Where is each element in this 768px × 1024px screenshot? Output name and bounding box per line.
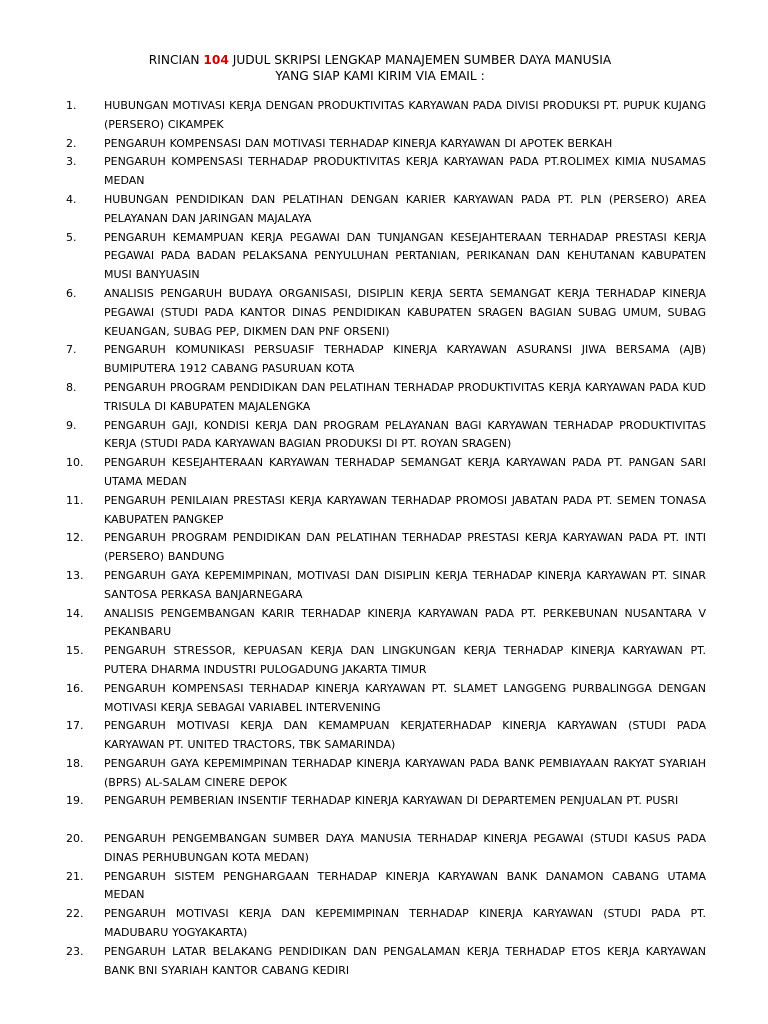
item-title: ANALISIS PENGEMBANGAN KARIR TERHADAP KINERJA KARYAWAN PADA PT. PERKEBUNAN NUSANTARA V PEKANBARU: [104, 606, 706, 639]
item-title: PENGARUH KOMUNIKASI PERSUASIF TERHADAP KINERJA KARYAWAN ASURANSI JIWA BERSAMA (AJB) BUMIPUTERA 1912 CABANG PASURUAN KOTA: [104, 343, 706, 376]
item-number: 19.: [66, 794, 84, 808]
item-number: 18.: [66, 756, 84, 770]
item-number: 11.: [66, 493, 84, 507]
item-title: PENGARUH MOTIVASI KERJA DAN KEMAMPUAN KERJATERHADAP KINERJA KARYAWAN (STUDI PADA KARYAWAN PT. UNITED TRACTORS, TBK SAMARINDA): [104, 719, 706, 752]
list-item: [66, 153, 706, 191]
item-title: HUBUNGAN PENDIDIKAN DAN PELATIHAN DENGAN KARIER KARYAWAN PADA PT. PLN (PERSERO) AREA PELAYANAN DAN JARINGAN MAJALAYA: [104, 192, 706, 225]
list-item: [66, 868, 706, 906]
item-title: PENGARUH GAYA KEPEMIMPINAN, MOTIVASI DAN DISIPLIN KERJA TERHADAP KINERJA KARYAWAN PT. SINAR SANTOSA PERKASA BANJARNEGARA: [104, 568, 706, 601]
item-title: PENGARUH SISTEM PENGHARGAAN TERHADAP KINERJA KARYAWAN BANK DANAMON CABANG UTAMA MEDAN: [104, 869, 706, 902]
list-item: [66, 905, 706, 943]
list-item: [66, 341, 706, 379]
list-item: [66, 135, 706, 154]
item-number: 22.: [66, 907, 84, 921]
header-suffix: JUDUL SKRIPSI LENGKAP MANAJEMEN SUMBER DAYA MANUSIA: [232, 53, 612, 67]
item-number: 1.: [66, 99, 77, 112]
item-title: PENGARUH PROGRAM PENDIDIKAN DAN PELATIHAN TERHADAP PRESTASI KERJA KARYAWAN PADA PT. INTI (PERSERO) BANDUNG: [104, 531, 706, 564]
item-title: PENGARUH GAJI, KONDISI KERJA DAN PROGRAM PELAYANAN BAGI KARYAWAN TERHADAP PRODUKTIVITAS KERJA (STUDI PADA KARYAWAN BAGIAN PRODUKSI DI PT. ROYAN SRAGEN): [104, 418, 706, 451]
header-line-1: [100, 52, 660, 68]
list-item: [66, 285, 706, 341]
list-item: [66, 792, 706, 830]
item-title: PENGARUH PROGRAM PENDIDIKAN DAN PELATIHAN TERHADAP PRODUKTIVITAS KERJA KARYAWAN PADA KUD TRISULA DI KABUPATEN MAJALENGKA: [104, 380, 706, 413]
item-number: 4.: [66, 192, 77, 206]
item-number: 2.: [66, 136, 77, 150]
item-title: PENGARUH STRESSOR, KEPUASAN KERJA DAN LINGKUNGAN KERJA TERHADAP KINERJA KARYAWAN PT. PUTERA DHARMA INDUSTRI PULOGADUNG JAKARTA TIMUR: [104, 644, 706, 676]
item-title: ANALISIS PENGARUH BUDAYA ORGANISASI, DISIPLIN KERJA SERTA SEMANGAT KERJA TERHADAP KINERJA PEGAWAI (STUDI PADA KANTOR DINAS PENDIDIKAN KABUPATEN SRAGEN BAGIAN SUBAG UMUM, SUBAG KEUANGAN, SUBAG PEP, DIKMEN DAN PNF ORSENI): [104, 286, 706, 338]
list-item: [66, 567, 706, 605]
item-title: PENGARUH PENGEMBANGAN SUMBER DAYA MANUSIA TERHADAP KINERJA PEGAWAI (STUDI KASUS PADA DINAS PERHUBUNGAN KOTA MEDAN): [104, 832, 706, 864]
item-number: 20.: [66, 832, 84, 846]
item-title: PENGARUH KESEJAHTERAAN KARYAWAN TERHADAP SEMANGAT KERJA KARYAWAN PADA PT. PANGAN SARI UTAMA MEDAN: [104, 456, 706, 488]
item-number: 5.: [66, 230, 77, 244]
list-item: [66, 454, 706, 492]
item-title: PENGARUH PEMBERIAN INSENTIF TERHADAP KINERJA KARYAWAN DI DEPARTEMEN PENJUALAN PT. PUSRI: [104, 794, 679, 808]
list-item: [66, 605, 706, 643]
list-item: [66, 97, 706, 135]
item-number: 15.: [66, 644, 84, 658]
list-item: [66, 717, 706, 755]
item-number: 9.: [66, 418, 77, 432]
document-header: [100, 52, 660, 84]
list-item: [66, 529, 706, 567]
item-title: PENGARUH KEMAMPUAN KERJA PEGAWAI DAN TUNJANGAN KESEJAHTERAAN TERHADAP PRESTASI KERJA PEGAWAI PADA BADAN PELAKSANA PENYULUHAN PERTANIAN, PERIKANAN DAN KEHUTANAN KABUPATEN MUSI BANYUASIN: [104, 230, 706, 282]
list-item: [66, 680, 706, 718]
list-item: [66, 379, 706, 417]
item-title: PENGARUH GAYA KEPEMIMPINAN TERHADAP KINERJA KARYAWAN PADA BANK PEMBIAYAAN RAKYAT SYARIAH (BPRS) AL-SALAM CINERE DEPOK: [104, 756, 706, 789]
item-title: PENGARUH KOMPENSASI DAN MOTIVASI TERHADAP KINERJA KARYAWAN DI APOTEK BERKAH: [104, 136, 613, 150]
item-number: 21.: [66, 869, 84, 883]
item-number: 17.: [66, 719, 84, 733]
header-line-2: YANG SIAP KAMI KIRIM VIA EMAIL :: [275, 69, 485, 83]
list-item: [66, 830, 706, 868]
list-item: [66, 229, 706, 285]
list-item: [66, 191, 706, 229]
item-number: 16.: [66, 681, 84, 695]
thesis-title-list: [66, 97, 706, 980]
item-number: 14.: [66, 606, 84, 620]
item-number: 23.: [66, 944, 84, 958]
list-item: [66, 943, 706, 981]
item-number: 13.: [66, 568, 84, 582]
item-number: 10.: [66, 456, 84, 470]
item-title: PENGARUH MOTIVASI KERJA DAN KEPEMIMPINAN TERHADAP KINERJA KARYAWAN (STUDI PADA PT. MADUBARU YOGYAKARTA): [104, 907, 706, 940]
list-item: [66, 492, 706, 530]
list-item: [66, 755, 706, 793]
item-title: PENGARUH KOMPENSASI TERHADAP PRODUKTIVITAS KERJA KARYAWAN PADA PT.ROLIMEX KIMIA NUSAMAS MEDAN: [104, 155, 706, 188]
item-title: HUBUNGAN MOTIVASI KERJA DENGAN PRODUKTIVITAS KARYAWAN PADA DIVISI PRODUKSI PT. PUPUK KUJANG (PERSERO) CIKAMPEK: [104, 99, 706, 131]
item-number: 12.: [66, 531, 84, 545]
item-number: 6.: [66, 286, 77, 300]
item-title: PENGARUH KOMPENSASI TERHADAP KINERJA KARYAWAN PT. SLAMET LANGGENG PURBALINGGA DENGAN MOTIVASI KERJA SEBAGAI VARIABEL INTERVENING: [104, 681, 706, 714]
header-prefix: RINCIAN: [148, 53, 200, 67]
item-number: 7.: [66, 343, 77, 357]
item-title: PENGARUH LATAR BELAKANG PENDIDIKAN DAN PENGALAMAN KERJA TERHADAP ETOS KERJA KARYAWAN BANK BNI SYARIAH KANTOR CABANG KEDIRI: [104, 944, 706, 977]
list-item: [66, 642, 706, 680]
item-title: PENGARUH PENILAIAN PRESTASI KERJA KARYAWAN TERHADAP PROMOSI JABATAN PADA PT. SEMEN TONASA KABUPATEN PANGKEP: [104, 493, 706, 526]
list-item: [66, 417, 706, 455]
header-count: 104: [203, 53, 229, 67]
item-number: 8.: [66, 380, 77, 394]
item-number: 3.: [66, 155, 77, 169]
